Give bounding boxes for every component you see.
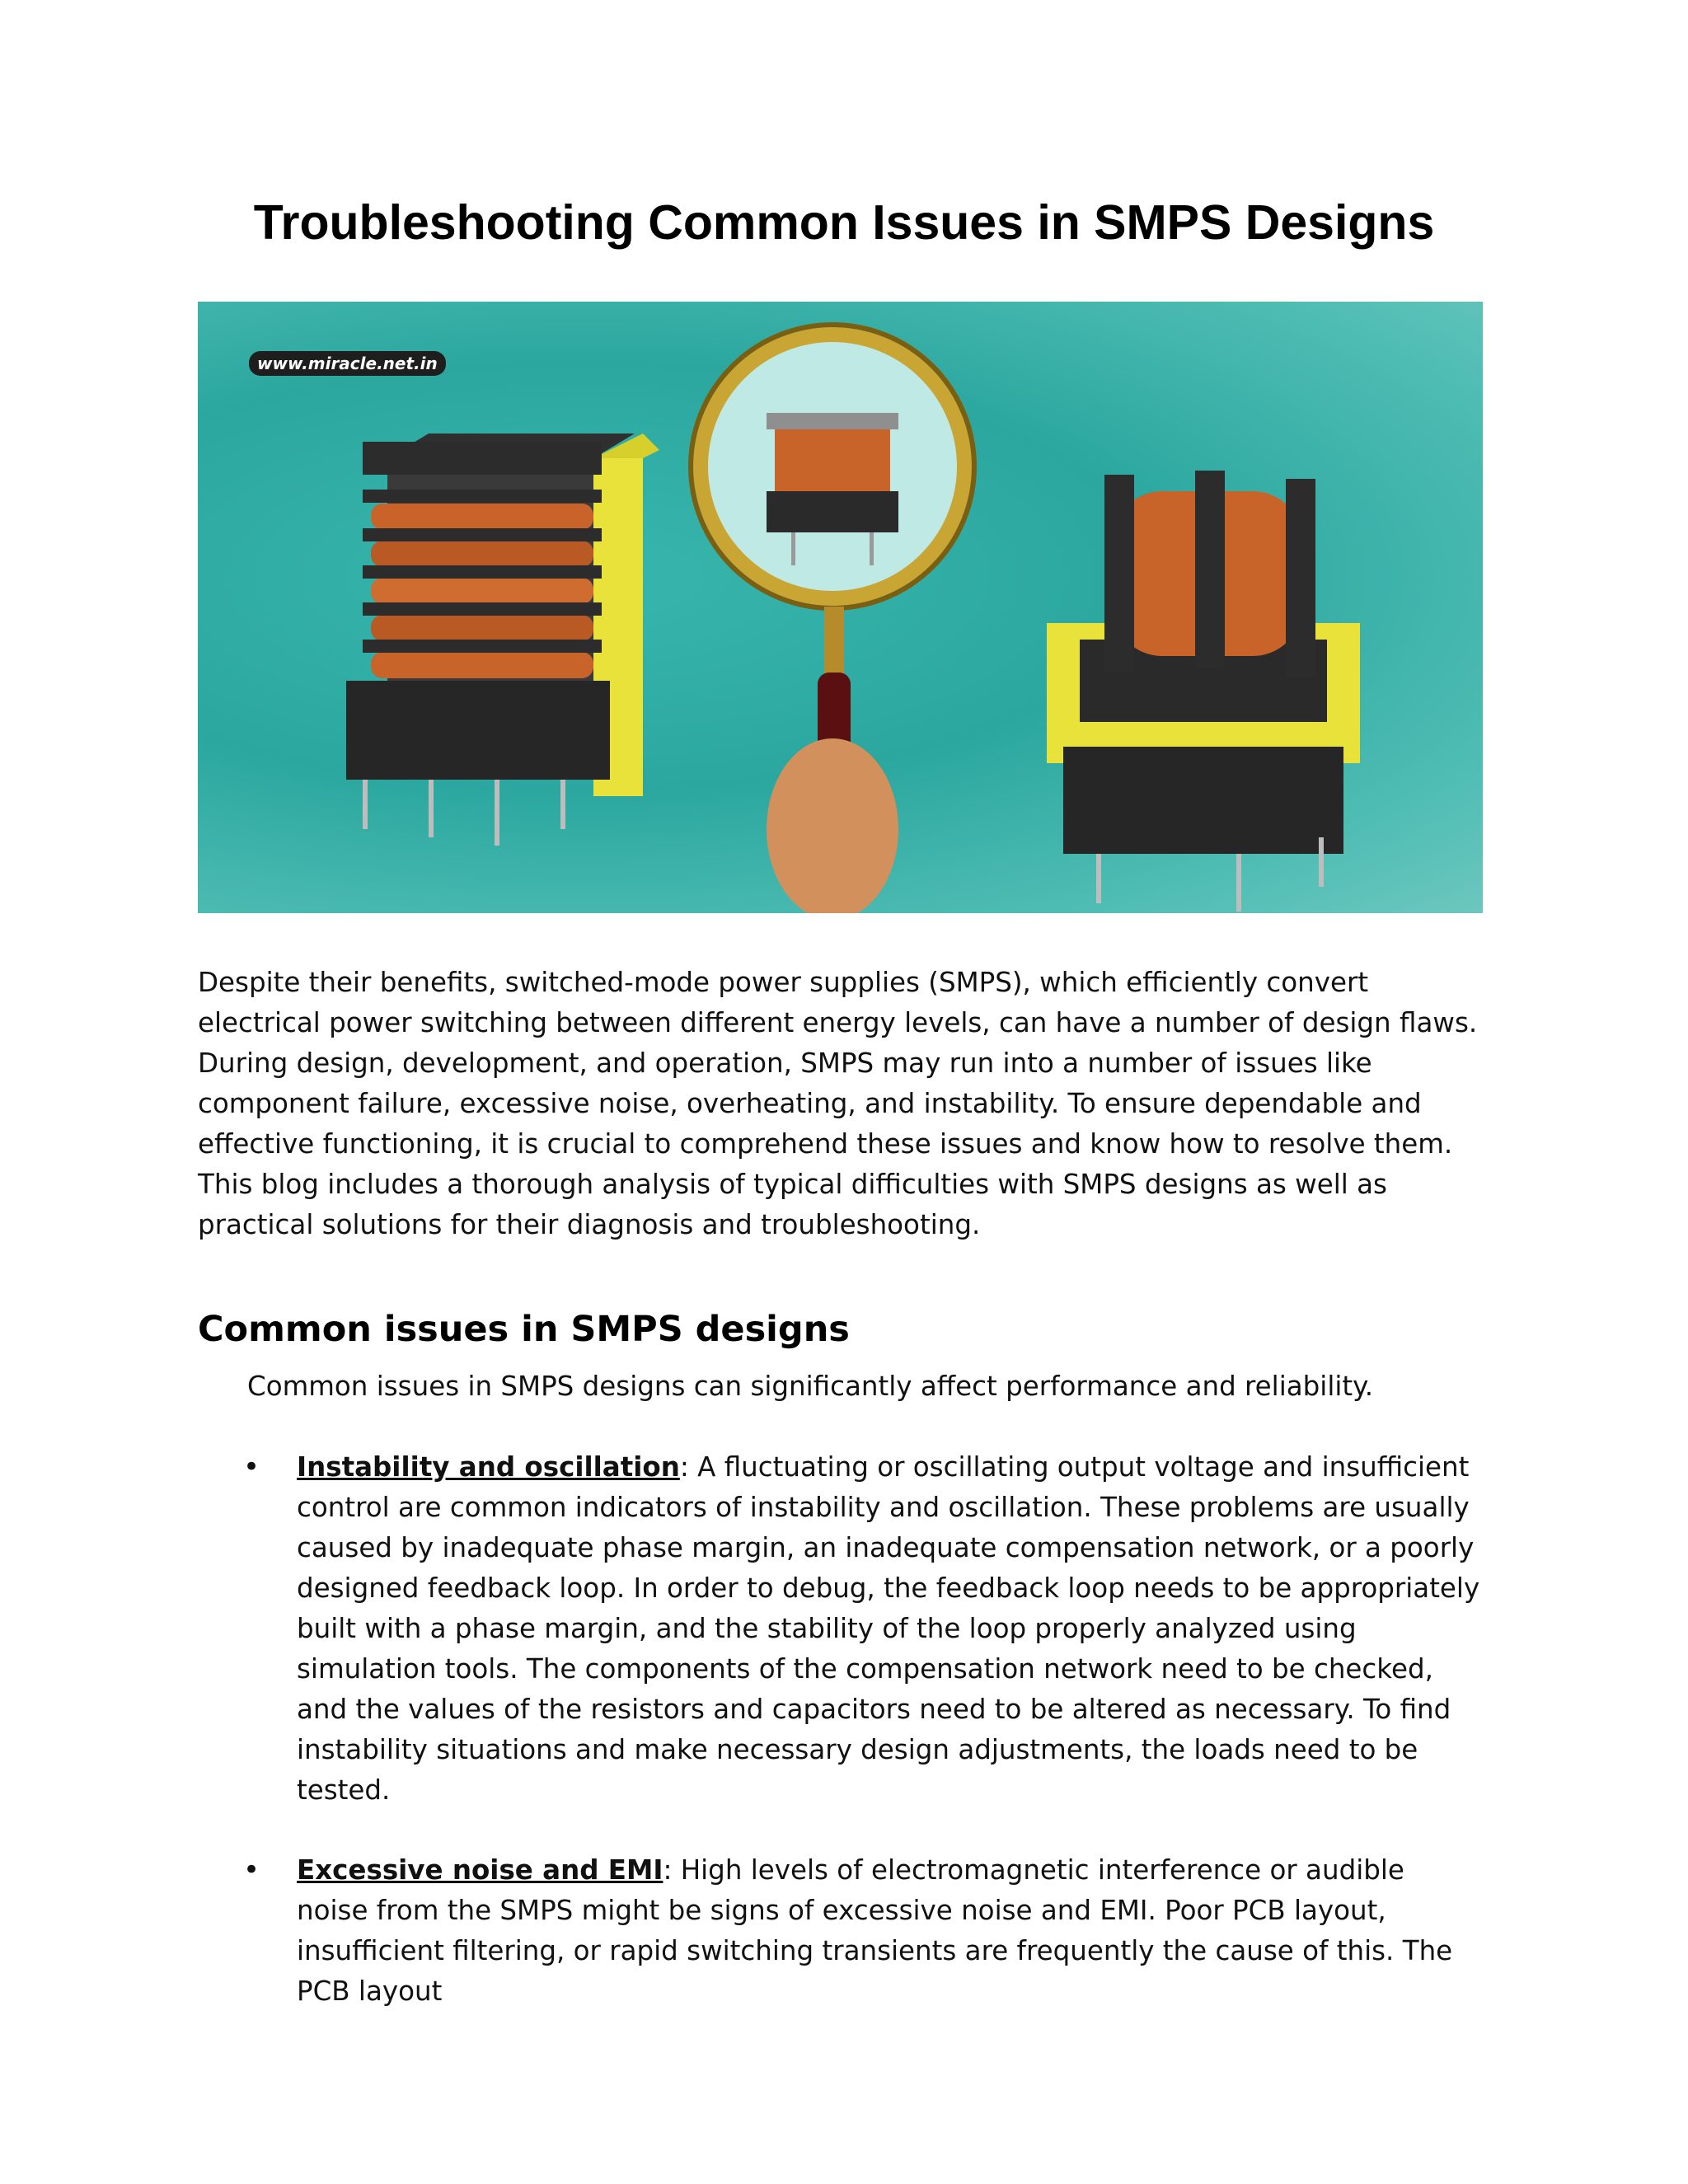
bullet-marker: •	[243, 1854, 260, 1886]
hero-image	[198, 302, 1483, 913]
transformer-illustration	[198, 302, 1483, 913]
item-text: : A fluctuating or oscillating output voltage and insufficient control are common indicators of instability and oscillation. These problems are usually caused by inadequate phase margin, an inadequate compensation network, or a poorly designed feedback loop. In order to debug, the feedback loop needs to be appropriately built with a phase margin, and the stability of the loop properly analyzed using simulation tools. The components of the compensation network need to be checked, and the values of the resistors and capacitors need to be altered as necessary. To find instability situations and make necessary design adjustments, the loads need to be tested.	[297, 1451, 1480, 1806]
watermark-label: www.miracle.net.in	[249, 351, 446, 376]
item-text: : High levels of electromagnetic interference or audible noise from the SMPS might be signs of excessive noise and EMI. Poor PCB layout, insufficient filtering, or rapid switching transients are frequently the cause of this. The PCB layout	[297, 1854, 1453, 2007]
list-item-noise-emi	[297, 1850, 1484, 2012]
section-heading: Common issues in SMPS designs	[198, 1309, 850, 1350]
right-transformer	[1047, 471, 1360, 912]
item-term: Instability and oscillation	[297, 1451, 680, 1483]
section-lead: Common issues in SMPS designs can significantly affect performance and reliability.	[247, 1371, 1374, 1402]
bullet-marker: •	[243, 1451, 260, 1483]
page-title: Troubleshooting Common Issues in SMPS Designs	[253, 195, 1435, 250]
magnifying-glass	[691, 325, 974, 913]
left-transformer	[346, 434, 659, 846]
intro-paragraph: Despite their benefits, switched-mode power supplies (SMPS), which efficiently convert electrical power switching between different energy levels, can have a number of design flaws. During design, development, and operation, SMPS may run into a number of issues like component failure, excessive noise, overheating, and instability. To ensure dependable and effective functioning, it is crucial to comprehend these issues and know how to resolve them. This blog includes a thorough analysis of typical difficulties with SMPS designs as well as practical solutions for their diagnosis and troubleshooting.	[198, 967, 1478, 1240]
list-item-instability	[297, 1447, 1484, 1811]
item-term: Excessive noise and EMI	[297, 1854, 663, 1886]
